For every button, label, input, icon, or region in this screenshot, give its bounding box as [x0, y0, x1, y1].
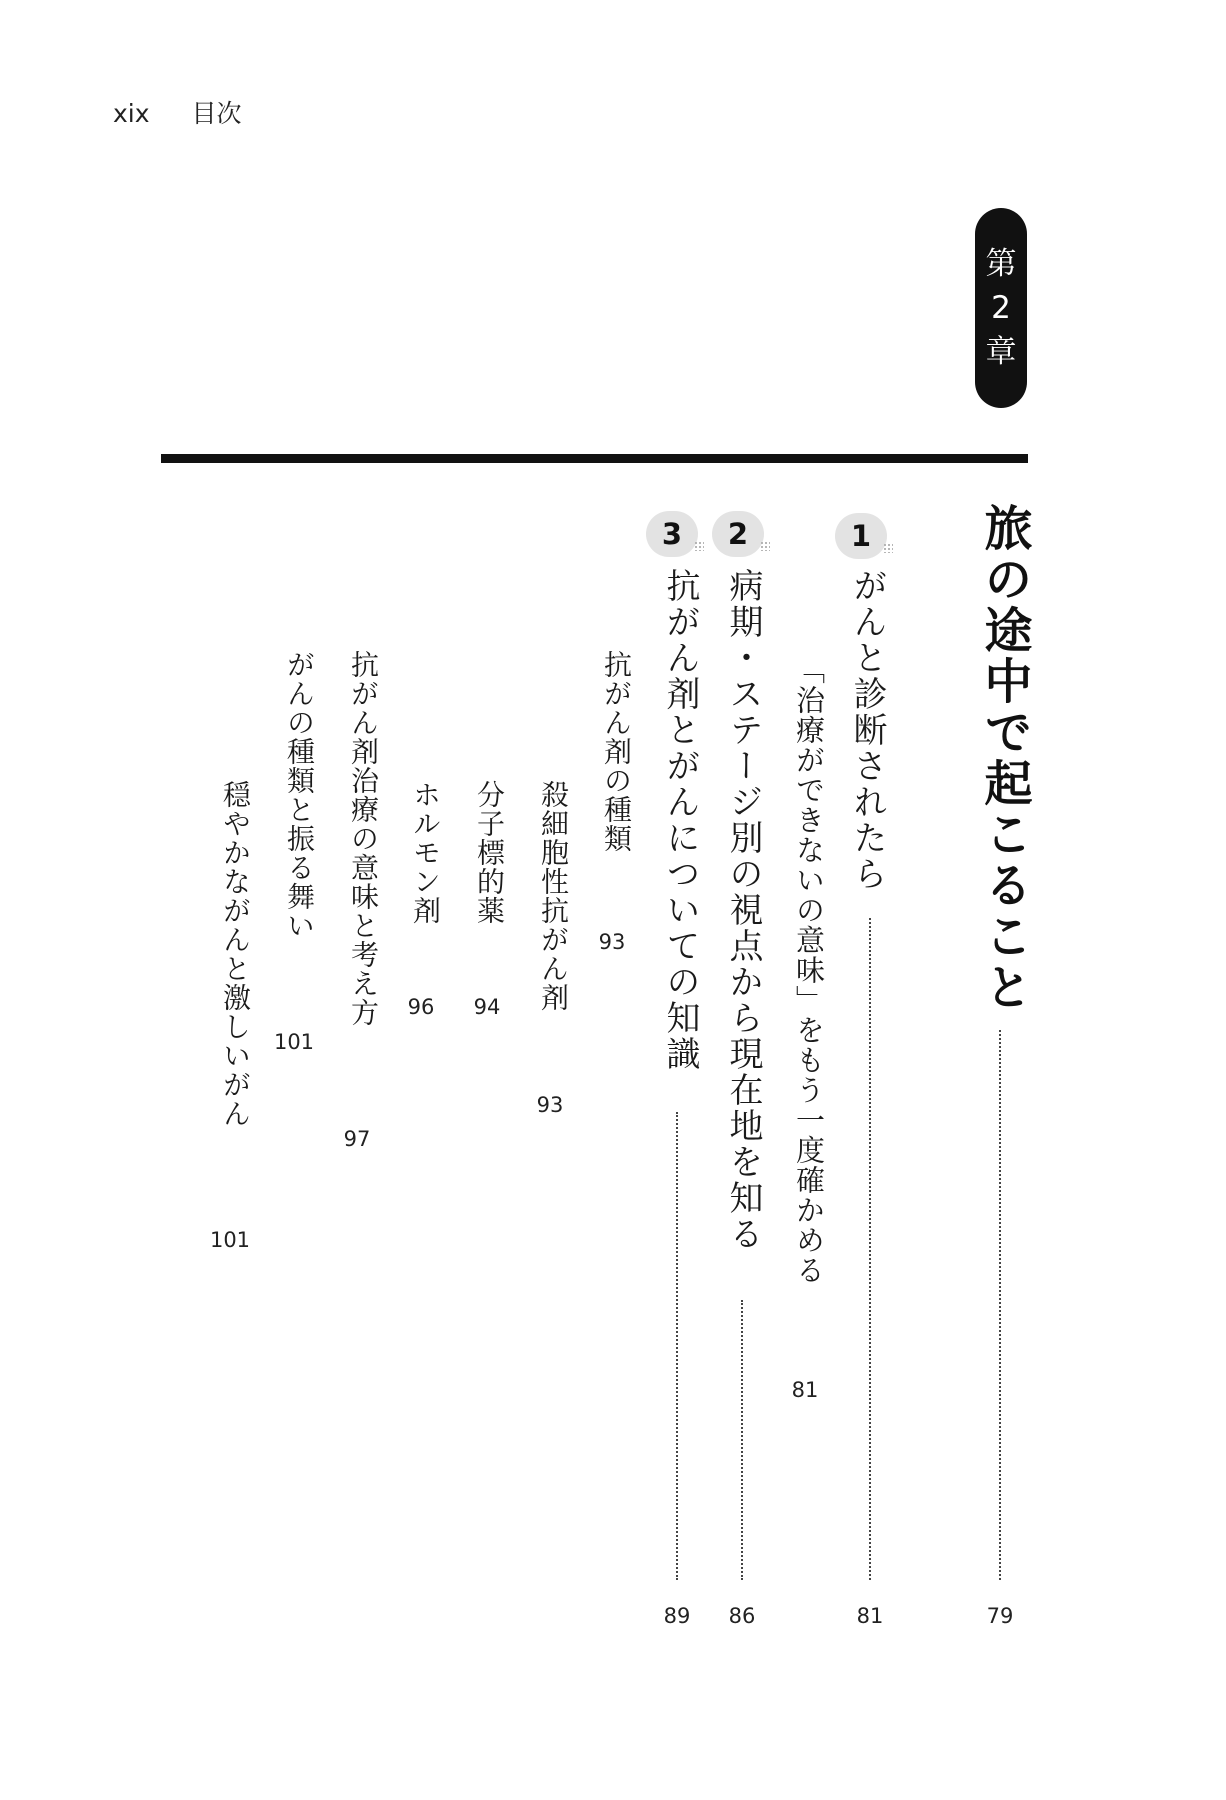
- section-number: 3: [661, 517, 683, 551]
- header-title: 目次: [191, 99, 242, 128]
- toc-item-page: 94: [473, 995, 501, 1019]
- leader-dots: [999, 1030, 1001, 1580]
- chapter-label-char: 第: [985, 246, 1017, 282]
- section-number-badge: [646, 511, 698, 557]
- section-number-badge: [835, 513, 887, 559]
- toc-item-title[interactable]: 殺細胞性抗がん剤: [537, 780, 570, 1012]
- section-number: 1: [850, 519, 872, 553]
- chapter-label-char: 章: [985, 334, 1017, 370]
- toc-item-title[interactable]: 抗がん剤の種類: [600, 650, 633, 853]
- chapter-title[interactable]: 旅の途中で起こること: [976, 503, 1032, 1013]
- toc-item-page: 97: [343, 1127, 371, 1151]
- running-header: [113, 94, 242, 130]
- section-number-badge: [712, 511, 764, 557]
- toc-item-title[interactable]: 分子標的薬: [473, 780, 506, 925]
- toc-item-page: 93: [536, 1093, 564, 1117]
- section-page: 86: [728, 1604, 756, 1628]
- leader-dots: [869, 918, 871, 1580]
- chapter-page: 79: [986, 1604, 1014, 1628]
- toc-item-page: 96: [407, 995, 435, 1019]
- page-folio: xix: [113, 99, 150, 128]
- chapter-badge: [975, 208, 1027, 408]
- subsection-page: 81: [791, 1378, 819, 1402]
- leader-dots: [676, 1112, 678, 1580]
- toc-item-title[interactable]: 穏やかながんと激しいがん: [219, 780, 252, 1128]
- toc-item-page: 101: [209, 1228, 251, 1252]
- toc-item-page: 101: [273, 1030, 315, 1054]
- toc-item-title[interactable]: ホルモン剤: [409, 780, 442, 925]
- chapter-number: 2: [991, 290, 1011, 326]
- section-number: 2: [727, 517, 749, 551]
- section-title[interactable]: 抗がん剤とがんについての知識: [660, 568, 700, 1072]
- chapter-rule: [161, 454, 1028, 463]
- section-page: 81: [856, 1604, 884, 1628]
- toc-item-title[interactable]: がんの種類と振る舞い: [283, 650, 316, 940]
- section-title[interactable]: 病期・ステージ別の視点から現在地を知る: [723, 568, 763, 1252]
- toc-item-page: 93: [598, 930, 626, 954]
- toc-item-title[interactable]: 抗がん剤治療の意味と考え方: [347, 650, 380, 1027]
- leader-dots: [741, 1300, 743, 1580]
- section-page: 89: [663, 1604, 691, 1628]
- section-title[interactable]: がんと診断されたら: [847, 568, 887, 892]
- subsection-title[interactable]: 「治療ができないの意味」をもう一度確かめる: [792, 655, 826, 1285]
